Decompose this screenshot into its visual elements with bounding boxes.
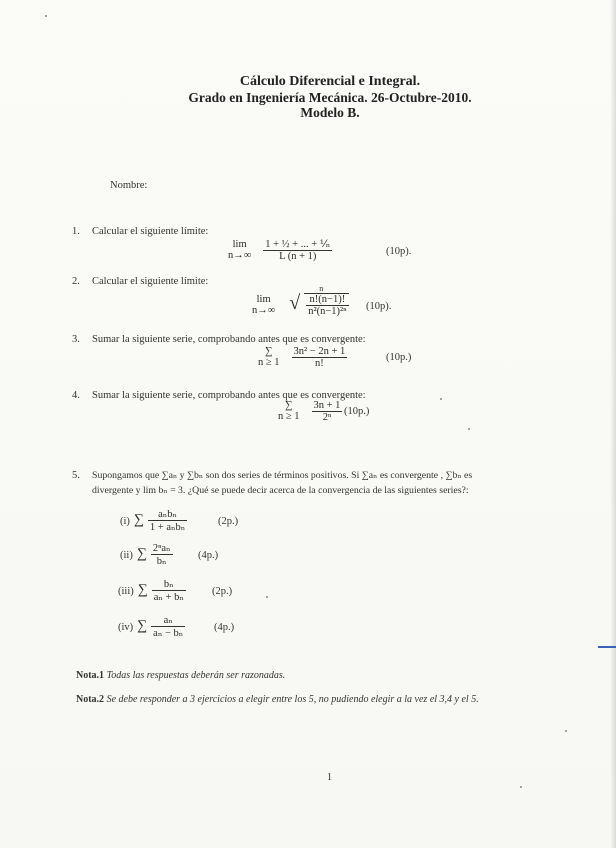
item-denominator: 1 + aₙbₙ: [149, 522, 186, 533]
note-label: Nota.2: [76, 694, 105, 705]
scan-speck: [520, 786, 522, 788]
exam-model: Modelo B.: [300, 105, 360, 120]
edge-mark: [598, 646, 616, 648]
problem-5-statement-line2: divergente y lim bₙ = 3. ¿Qué se puede decir acerca de la convergencia de las siguientes series?:: [92, 485, 469, 496]
lim-sub: n→∞: [228, 250, 252, 261]
item-numerator: aₙ: [151, 614, 185, 627]
lim-sub-2: n→∞: [252, 305, 276, 317]
root-index: n: [319, 284, 324, 293]
item-points: (4p.): [198, 550, 219, 561]
problem-5-number: 5.: [72, 470, 80, 481]
problem-3-formula: [256, 346, 347, 369]
problem-1-formula: [226, 238, 332, 262]
scan-speck: [266, 596, 268, 598]
exam-subtitle: Grado en Ingeniería Mecánica. 26-Octubre-2010.: [188, 90, 472, 105]
problem-2-points: (10p).: [366, 301, 392, 312]
sigma-icon-iv: ∑: [137, 618, 148, 634]
note-text: Se debe responder a 3 ejercicios a elegir entre los 5, no pudiendo elegir a la vez el 3,4 y el 5.: [106, 694, 479, 705]
item-label: (i): [120, 516, 130, 528]
problem-5-item-ii: [120, 542, 173, 567]
item-label: (ii): [120, 550, 133, 562]
note-1: [76, 670, 285, 681]
note-label: Nota.1: [76, 670, 105, 681]
problem-3-number: 3.: [72, 334, 80, 345]
problem-4-formula: [276, 400, 342, 423]
problem-3-numerator: 3n² − 2n + 1: [293, 346, 346, 357]
radicand-num: n!(n−1)!: [306, 294, 348, 306]
sigma-icon-i: ∑: [133, 512, 144, 528]
item-label: (iii): [118, 586, 134, 598]
sigma-icon-2: ∑: [285, 399, 293, 411]
radical-sign: √: [289, 292, 301, 314]
page-edge-shadow: [610, 0, 616, 848]
problem-5-item-i: [120, 508, 187, 533]
sigma-icon: ∑: [265, 345, 273, 357]
problem-4-number: 4.: [72, 390, 80, 401]
item-points: (2p.): [212, 586, 233, 597]
problem-1-numerator: 1 + ½ + ... + ⅟ₙ: [265, 239, 331, 250]
problem-5-item-iv: [118, 614, 185, 639]
problem-1-denominator: L (n + 1): [279, 251, 317, 262]
sum-sub: n ≥ 1: [258, 357, 280, 369]
sum-sub-2: n ≥ 1: [278, 411, 300, 423]
sigma-icon-ii: ∑: [136, 546, 147, 562]
problem-4-denominator: 2ⁿ: [322, 412, 332, 423]
problem-2-statement: Calcular el siguiente límite:: [92, 276, 209, 287]
problem-4-numerator: 3n + 1: [313, 400, 341, 411]
problem-1-number: 1.: [72, 226, 80, 237]
item-numerator: bₙ: [152, 578, 186, 591]
problem-2-formula: [250, 284, 349, 318]
exam-title: Cálculo Diferencial e Integral.: [239, 74, 421, 89]
item-numerator: 2ⁿaₙ: [152, 543, 171, 554]
item-denominator: bₙ: [156, 556, 167, 567]
problem-3-points: (10p.): [386, 352, 412, 363]
problem-3-statement: Sumar la siguiente serie, comprobando antes que es convergente:: [92, 334, 366, 345]
item-points: (2p.): [218, 516, 239, 527]
problem-1-statement: Calcular el siguiente límite:: [92, 226, 209, 237]
note-text: Todas las respuestas deberán ser razonadas.: [106, 670, 286, 681]
problem-5-item-iii: [118, 578, 186, 603]
item-denominator: aₙ − bₙ: [153, 628, 184, 639]
problem-1-points: (10p).: [386, 246, 412, 257]
problem-4-statement: Sumar la siguiente serie, comprobando antes que es convergente:: [92, 390, 366, 401]
lim-word: lim: [232, 239, 247, 250]
name-label: Nombre:: [110, 180, 148, 191]
scan-speck: [565, 730, 567, 732]
item-points: (4p.): [214, 622, 235, 633]
problem-5-statement-line1: Supongamos que ∑aₙ y ∑bₙ son dos series de términos positivos. Si ∑aₙ es convergente , ∑bₙ es: [92, 470, 473, 481]
radicand-den: n²(n−1)²ⁿ: [308, 306, 347, 318]
problem-4-points: (10p.): [344, 406, 370, 417]
sigma-icon-iii: ∑: [137, 582, 148, 598]
scan-speck: [440, 398, 442, 400]
lim-word-2: lim: [256, 294, 271, 306]
item-numerator: aₙbₙ: [148, 508, 187, 521]
item-denominator: aₙ + bₙ: [153, 592, 184, 603]
scan-speck: [45, 15, 47, 17]
page-number: 1: [327, 772, 332, 783]
note-2: [76, 694, 479, 705]
item-label: (iv): [118, 622, 134, 634]
scan-speck: [468, 428, 470, 430]
problem-2-number: 2.: [72, 276, 80, 287]
problem-3-denominator: n!: [315, 358, 324, 369]
